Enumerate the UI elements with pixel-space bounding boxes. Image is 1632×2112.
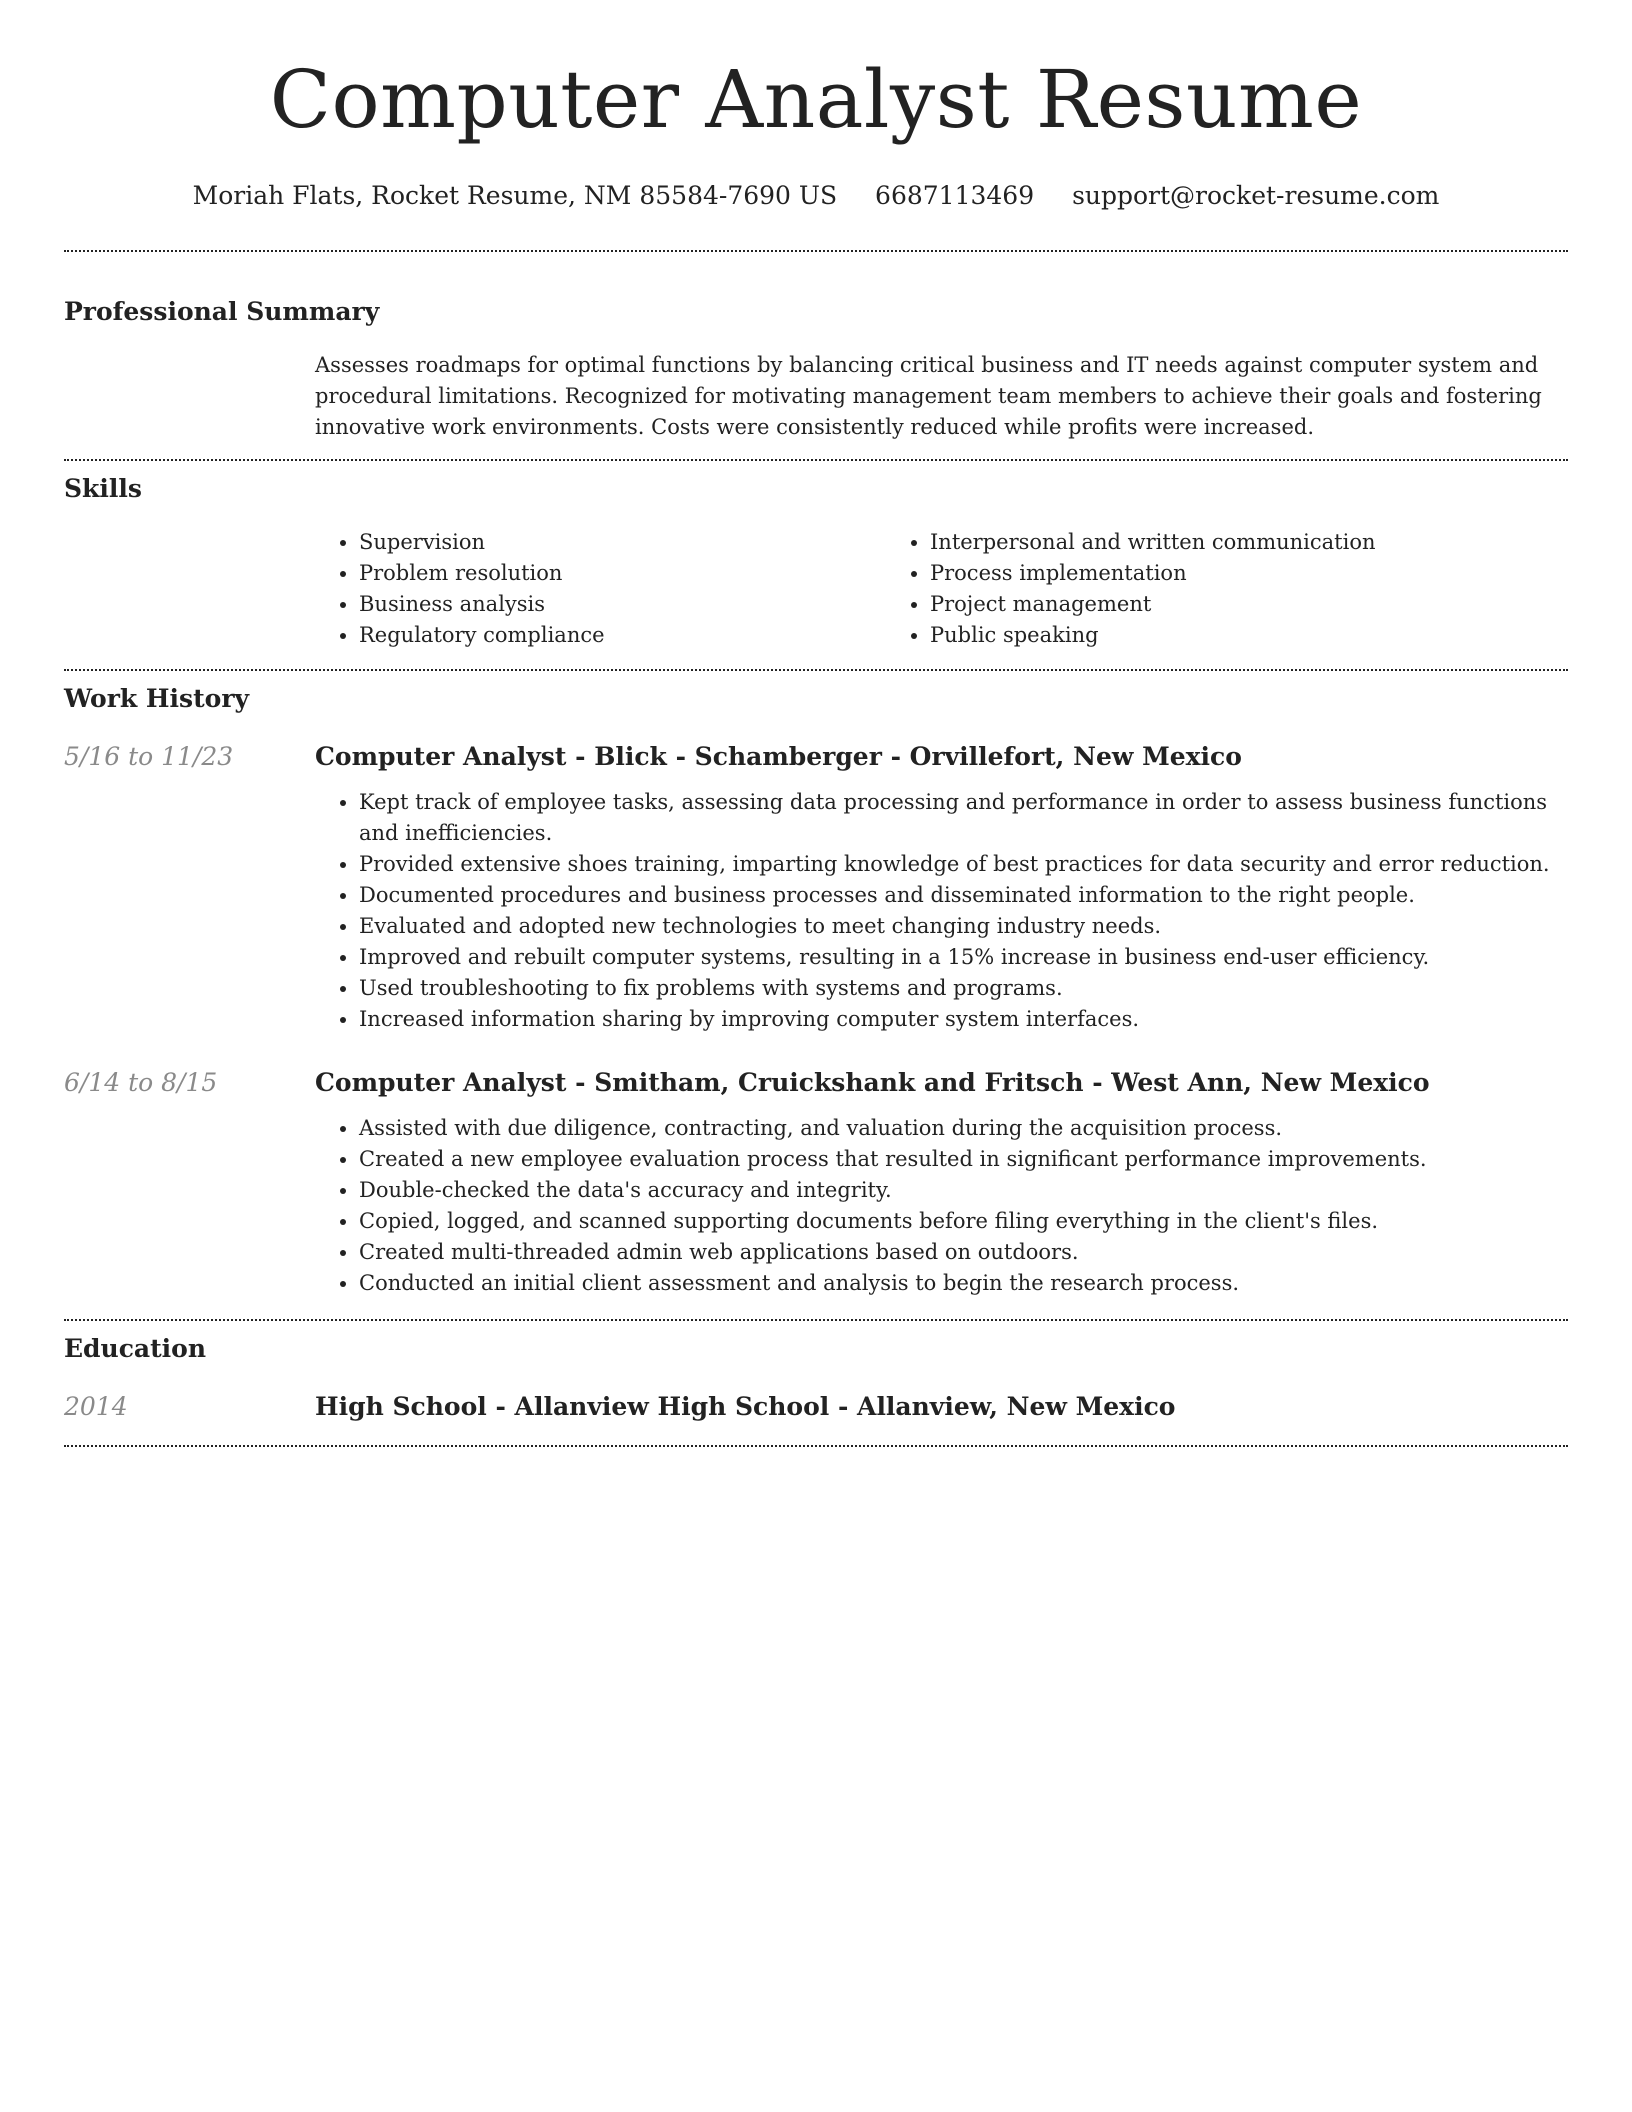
job-bullet: • Assisted with due diligence, contracting, and valuation during the acquisition process. <box>359 1113 1568 1144</box>
job-bullet: • Used troubleshooting to fix problems with systems and programs. <box>359 973 1568 1004</box>
job-bullet: • Provided extensive shoes training, imparting knowledge of best practices for data security and error reduction. <box>359 849 1568 880</box>
summary-section <box>64 252 1568 443</box>
job-bullet: • Kept track of employee tasks, assessing data processing and performance in order to assess business functions and inefficiencies. <box>359 787 1568 849</box>
skill-item: • Supervision <box>359 527 886 558</box>
contact-address: Moriah Flats, Rocket Resume, NM 85584-7690 US <box>192 181 838 210</box>
skills-section <box>64 461 1568 651</box>
education-year: 2014 <box>64 1392 128 1421</box>
job-bullet: • Increased information sharing by improving computer system interfaces. <box>359 1004 1568 1035</box>
job-bullet: • Documented procedures and business processes and disseminated information to the right people. <box>359 880 1568 911</box>
work-history-heading: Work History <box>64 684 250 713</box>
skills-heading: Skills <box>64 474 142 503</box>
skills-body <box>315 527 1568 651</box>
job-bullet: • Created a new employee evaluation process that resulted in significant performance improvements. <box>359 1144 1568 1175</box>
education-details <box>315 1389 1568 1425</box>
job-bullet: • Copied, logged, and scanned supporting documents before filing everything in the client's files. <box>359 1206 1568 1237</box>
skill-item: • Process implementation <box>930 558 1568 589</box>
job-bullet: • Conducted an initial client assessment and analysis to begin the research process. <box>359 1268 1568 1299</box>
education-title: High School - Allanview High School - Allanview, New Mexico <box>315 1392 1176 1421</box>
job-title: Computer Analyst - Blick - Schamberger - Orvillefort, New Mexico <box>315 742 1242 771</box>
section-divider <box>64 1445 1568 1447</box>
contact-email: support@rocket-resume.com <box>1072 181 1440 210</box>
skills-list-right <box>886 527 1568 651</box>
job-bullet: • Double-checked the data's accuracy and integrity. <box>359 1175 1568 1206</box>
contact-line <box>64 178 1568 214</box>
job-bullets <box>315 1113 1568 1299</box>
summary-text: Assesses roadmaps for optimal functions by balancing critical business and IT needs against computer system and procedural limitations. Recognized for motivating management team members to achieve their goals and fostering innovative work environments. Costs were consistently reduced while profits were increased. <box>315 353 1542 439</box>
education-entry <box>64 1389 1568 1425</box>
job-bullet: • Improved and rebuilt computer systems, resulting in a 15% increase in business end-user efficiency. <box>359 942 1568 973</box>
job-bullet: • Evaluated and adopted new technologies to meet changing industry needs. <box>359 911 1568 942</box>
education-heading: Education <box>64 1334 207 1363</box>
job-dates: 5/16 to 11/23 <box>64 742 234 771</box>
job-entry <box>64 1065 1568 1299</box>
summary-heading: Professional Summary <box>64 297 380 326</box>
resume-title: Computer Analyst Resume <box>269 53 1363 146</box>
skill-item: • Business analysis <box>359 589 886 620</box>
work-history-section <box>64 671 1568 1299</box>
education-section <box>64 1321 1568 1425</box>
job-bullet: • Created multi-threaded admin web applications based on outdoors. <box>359 1237 1568 1268</box>
job-details <box>315 739 1568 1035</box>
skills-list-left <box>315 527 886 651</box>
skill-item: • Interpersonal and written communication <box>930 527 1568 558</box>
job-details <box>315 1065 1568 1299</box>
skill-item: • Regulatory compliance <box>359 620 886 651</box>
summary-body <box>315 350 1568 443</box>
job-title: Computer Analyst - Smitham, Cruickshank and Fritsch - West Ann, New Mexico <box>315 1068 1430 1097</box>
resume-page <box>64 0 1568 1447</box>
skills-grid <box>315 527 1568 651</box>
skill-item: • Project management <box>930 589 1568 620</box>
skill-item: • Public speaking <box>930 620 1568 651</box>
job-bullets <box>315 787 1568 1035</box>
skill-item: • Problem resolution <box>359 558 886 589</box>
job-dates: 6/14 to 8/15 <box>64 1068 218 1097</box>
job-entry <box>64 739 1568 1035</box>
resume-header <box>64 0 1568 214</box>
contact-phone: 6687113469 <box>875 181 1035 210</box>
